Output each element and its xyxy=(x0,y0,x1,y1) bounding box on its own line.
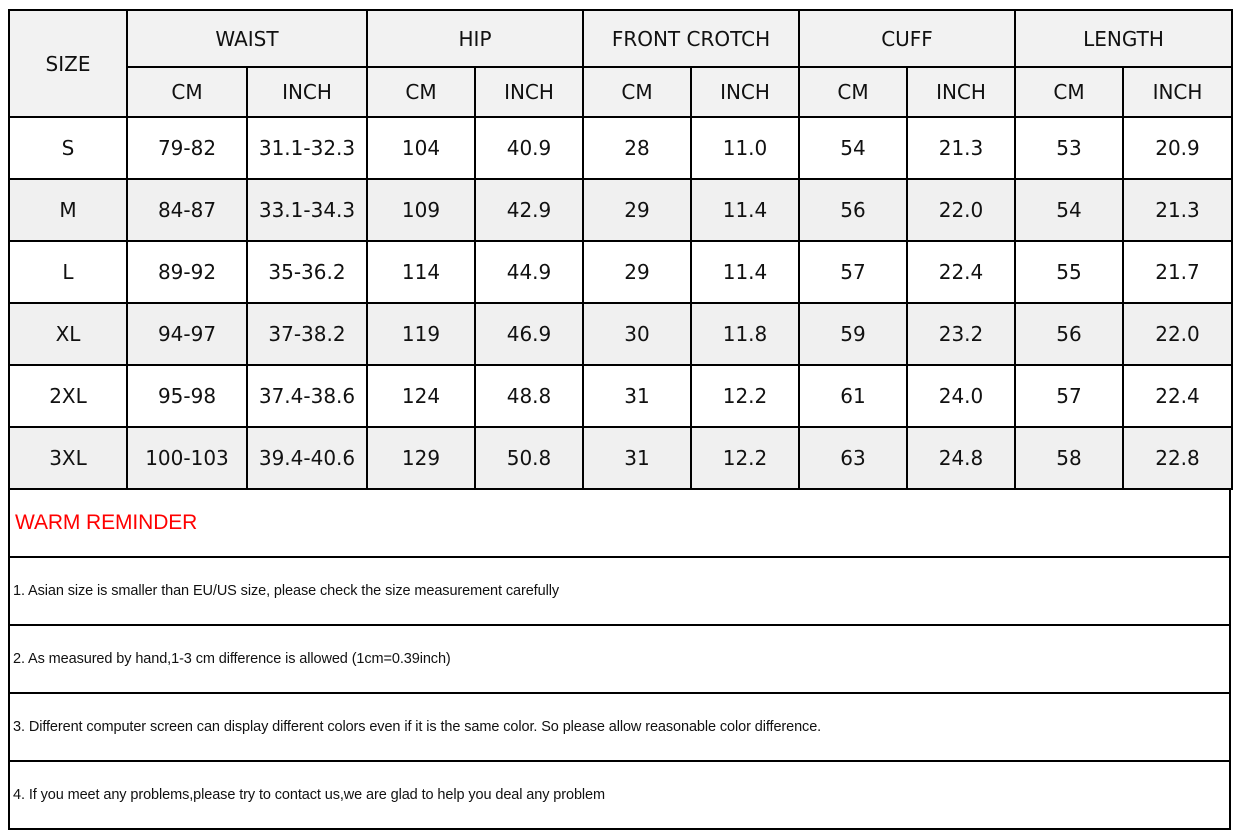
table-cell: 12.2 xyxy=(691,427,799,489)
size-cell: 3XL xyxy=(9,427,127,489)
unit-header: INCH xyxy=(475,67,583,117)
unit-header: CM xyxy=(367,67,475,117)
cuff-header: CUFF xyxy=(799,10,1015,67)
table-cell: 48.8 xyxy=(475,365,583,427)
length-header: LENGTH xyxy=(1015,10,1232,67)
table-cell: 11.4 xyxy=(691,241,799,303)
table-cell: 21.7 xyxy=(1123,241,1232,303)
size-table xyxy=(8,9,1233,490)
table-cell: 11.4 xyxy=(691,179,799,241)
table-row xyxy=(9,427,1232,489)
table-cell: 57 xyxy=(1015,365,1123,427)
table-cell: 50.8 xyxy=(475,427,583,489)
size-cell: S xyxy=(9,117,127,179)
size-column-header: SIZE xyxy=(9,10,127,117)
table-cell: 33.1-34.3 xyxy=(247,179,367,241)
size-cell: L xyxy=(9,241,127,303)
table-cell: 11.0 xyxy=(691,117,799,179)
unit-header: CM xyxy=(1015,67,1123,117)
table-cell: 57 xyxy=(799,241,907,303)
table-cell: 53 xyxy=(1015,117,1123,179)
table-cell: 40.9 xyxy=(475,117,583,179)
reminder-section xyxy=(8,488,1231,830)
table-cell: 59 xyxy=(799,303,907,365)
table-cell: 44.9 xyxy=(475,241,583,303)
table-cell: 63 xyxy=(799,427,907,489)
unit-header: INCH xyxy=(247,67,367,117)
table-cell: 24.0 xyxy=(907,365,1015,427)
unit-header: CM xyxy=(799,67,907,117)
table-row xyxy=(9,179,1232,241)
table-cell: 119 xyxy=(367,303,475,365)
table-cell: 37.4-38.6 xyxy=(247,365,367,427)
unit-header: INCH xyxy=(691,67,799,117)
reminder-note: 1. Asian size is smaller than EU/US size, please check the size measurement carefully xyxy=(9,557,1230,625)
table-cell: 54 xyxy=(799,117,907,179)
table-cell: 29 xyxy=(583,179,691,241)
table-cell: 56 xyxy=(1015,303,1123,365)
unit-header: INCH xyxy=(907,67,1015,117)
table-row xyxy=(9,303,1232,365)
table-cell: 29 xyxy=(583,241,691,303)
reminder-note: 2. As measured by hand,1-3 cm difference is allowed (1cm=0.39inch) xyxy=(9,625,1230,693)
table-cell: 11.8 xyxy=(691,303,799,365)
table-cell: 23.2 xyxy=(907,303,1015,365)
table-cell: 21.3 xyxy=(907,117,1015,179)
table-cell: 94-97 xyxy=(127,303,247,365)
table-cell: 55 xyxy=(1015,241,1123,303)
table-cell: 30 xyxy=(583,303,691,365)
table-cell: 31.1-32.3 xyxy=(247,117,367,179)
hip-header: HIP xyxy=(367,10,583,67)
table-cell: 28 xyxy=(583,117,691,179)
table-cell: 84-87 xyxy=(127,179,247,241)
front-crotch-header: FRONT CROTCH xyxy=(583,10,799,67)
table-row xyxy=(9,117,1232,179)
table-cell: 54 xyxy=(1015,179,1123,241)
table-row xyxy=(9,241,1232,303)
table-cell: 22.0 xyxy=(907,179,1015,241)
table-cell: 56 xyxy=(799,179,907,241)
table-cell: 79-82 xyxy=(127,117,247,179)
table-cell: 22.0 xyxy=(1123,303,1232,365)
reminder-note: 3. Different computer screen can display different colors even if it is the same color. So please allow reasonable color difference. xyxy=(9,693,1230,761)
size-cell: 2XL xyxy=(9,365,127,427)
table-cell: 61 xyxy=(799,365,907,427)
table-cell: 46.9 xyxy=(475,303,583,365)
unit-header: INCH xyxy=(1123,67,1232,117)
reminder-note: 4. If you meet any problems,please try to contact us,we are glad to help you deal any problem xyxy=(9,761,1230,829)
table-cell: 37-38.2 xyxy=(247,303,367,365)
table-cell: 104 xyxy=(367,117,475,179)
table-cell: 42.9 xyxy=(475,179,583,241)
size-chart xyxy=(8,9,1231,830)
table-cell: 89-92 xyxy=(127,241,247,303)
reminder-title: WARM REMINDER xyxy=(9,489,1230,557)
table-cell: 124 xyxy=(367,365,475,427)
unit-header: CM xyxy=(583,67,691,117)
unit-header: CM xyxy=(127,67,247,117)
table-cell: 109 xyxy=(367,179,475,241)
table-cell: 22.8 xyxy=(1123,427,1232,489)
table-row xyxy=(9,365,1232,427)
table-cell: 114 xyxy=(367,241,475,303)
table-cell: 58 xyxy=(1015,427,1123,489)
size-cell: M xyxy=(9,179,127,241)
table-cell: 21.3 xyxy=(1123,179,1232,241)
table-cell: 31 xyxy=(583,427,691,489)
table-cell: 22.4 xyxy=(907,241,1015,303)
table-cell: 35-36.2 xyxy=(247,241,367,303)
waist-header: WAIST xyxy=(127,10,367,67)
table-cell: 31 xyxy=(583,365,691,427)
table-cell: 24.8 xyxy=(907,427,1015,489)
table-cell: 12.2 xyxy=(691,365,799,427)
size-cell: XL xyxy=(9,303,127,365)
table-cell: 100-103 xyxy=(127,427,247,489)
table-cell: 95-98 xyxy=(127,365,247,427)
table-cell: 39.4-40.6 xyxy=(247,427,367,489)
table-cell: 22.4 xyxy=(1123,365,1232,427)
unit-header-row xyxy=(9,67,1232,117)
table-cell: 129 xyxy=(367,427,475,489)
group-header-row xyxy=(9,10,1232,67)
table-cell: 20.9 xyxy=(1123,117,1232,179)
